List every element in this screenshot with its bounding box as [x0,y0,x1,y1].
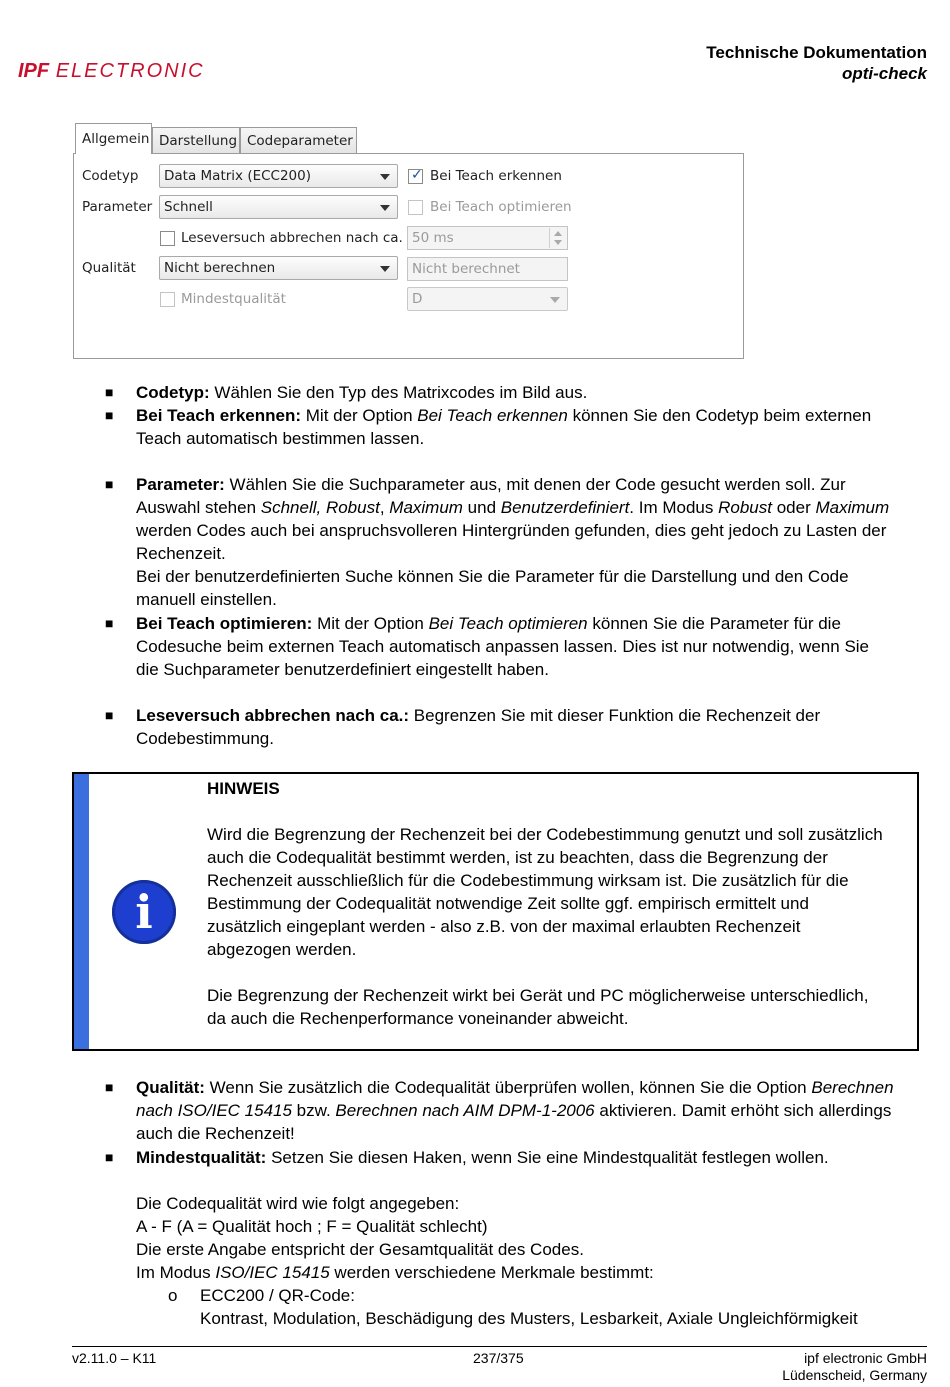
abort-timeout-spinner[interactable]: 50 ms [407,226,568,250]
company-logo: IPF ELECTRONIC [18,60,205,82]
tab-panel-allgemein [73,153,744,359]
note-accent-bar [74,774,89,1049]
quality-select[interactable]: Nicht berechnen [159,256,398,280]
footer-page: 237/375 [473,1350,524,1366]
bullet-codetyp: Codetyp: Wählen Sie den Typ des Matrixcodes im Bild aus. [136,383,588,402]
bullet-marker: ■ [105,476,114,492]
bullet-marker: ■ [105,1079,114,1095]
abort-label: Leseversuch abbrechen nach ca. [181,230,403,246]
tab-darstellung[interactable]: Darstellung [152,127,240,153]
sub-bullet-marker: o [168,1286,178,1305]
quality-description: Die Codequalität wird wie folgt angegeben: A - F (A = Qualität hoch ; F = Qualität schlecht) Die erste Angabe entspricht der Gesamtqualität des Codes. Im Modus ISO/IEC 15415 werden verschiedene Merkmale bestimmt: [136,1194,654,1283]
tab-allgemein[interactable]: Allgemein [75,123,152,154]
doc-subtitle: opti-check [841,64,927,83]
note-title: HINWEIS [207,779,280,798]
bullet-marker: ■ [105,707,114,723]
teach-detect-label: Bei Teach erkennen [430,168,562,184]
footer-company: ipf electronic GmbH Lüdenscheid, Germany [782,1350,927,1383]
chevron-down-icon [380,205,390,211]
min-quality-select[interactable]: D [407,287,568,311]
abort-checkbox[interactable] [160,231,175,246]
bullet-parameter: Parameter: Wählen Sie die Suchparameter aus, mit denen der Code gesucht werden soll. Zur Auswahl stehen Schnell, Robust, Maximum und Benutzerdefiniert. Im Modus Robust oder Maximum werden Codes auch bei anspruchsvolleren Hintergründen gefunden, dies geht jedoch zu Lasten der Rechenzeit. Bei der benutzerdefinierten Suche können Sie die Parameter für die Darstellung und den Code manuell einstellen. [136,475,890,610]
min-quality-label: Mindestqualität [181,291,286,307]
checkmark-icon: ✓ [411,167,423,183]
chevron-down-icon [550,297,560,303]
settings-dialog [73,123,744,359]
chevron-down-icon [380,266,390,272]
doc-title: Technische Dokumentation [706,43,927,62]
codetyp-label: Codetyp [82,168,139,184]
parameter-label: Parameter [82,199,153,215]
sub-bullet-ecc200: ECC200 / QR-Code: Kontrast, Modulation, Beschädigung des Musters, Lesbarkeit, Axiale Ungleichförmigkeit [200,1286,858,1329]
quality-result-field: Nicht berechnet [407,257,568,281]
quality-label: Qualität [82,260,136,276]
bullet-min-quality: Mindestqualität: Setzen Sie diesen Haken, wenn Sie eine Mindestqualität festlegen wollen. [136,1148,829,1167]
bullet-marker: ■ [105,384,114,400]
note-body-2: Die Begrenzung der Rechenzeit wirkt bei Gerät und PC möglicherweise unterschiedlich, da auch die Rechenperformance voneinander abweicht. [207,986,869,1029]
parameter-select[interactable]: Schnell [159,195,398,219]
footer-version: v2.11.0 – K11 [72,1350,157,1366]
bullet-marker: ■ [105,615,114,631]
bullet-quality: Qualität: Wenn Sie zusätzlich die Codequalität überprüfen wollen, können Sie die Option Berechnen nach ISO/IEC 15415 bzw. Berechnen nach AIM DPM-1-2006 aktivieren. Damit erhöht sich allerdings auch die Rechenzeit! [136,1078,894,1144]
info-icon: i [112,880,176,944]
teach-optimize-label: Bei Teach optimieren [430,199,572,215]
bullet-marker: ■ [105,407,114,423]
chevron-down-icon [380,174,390,180]
tab-codeparameter[interactable]: Codeparameter [240,127,357,153]
spinner-arrows-icon [549,228,566,248]
note-box [72,772,919,1051]
bullet-abort: Leseversuch abbrechen nach ca.: Begrenzen Sie mit dieser Funktion die Rechenzeit der Codebestimmung. [136,706,821,749]
footer-rule [72,1346,927,1347]
teach-detect-checkbox[interactable] [408,169,423,184]
bullet-marker: ■ [105,1149,114,1165]
bullet-teach-detect: Bei Teach erkennen: Mit der Option Bei Teach erkennen können Sie den Codetyp beim externen Teach automatisch bestimmen lassen. [136,406,872,449]
min-quality-checkbox[interactable] [160,292,175,307]
codetyp-select[interactable]: Data Matrix (ECC200) [159,164,398,188]
teach-optimize-checkbox[interactable] [408,200,423,215]
bullet-teach-optimize: Bei Teach optimieren: Mit der Option Bei Teach optimieren können Sie die Parameter für die Codesuche beim externen Teach automatisch anpassen lassen. Dies ist nur notwendig, wenn Sie die Suchparameter benutzerdefiniert eingestellt haben. [136,614,870,680]
note-body-1: Wird die Begrenzung der Rechenzeit bei der Codebestimmung genutzt und soll zusätzlich auch die Codequalität bestimmt werden, ist zu beachten, dass die Begrenzung der Rechenzeit ausschließlich für die Codebestimmung wirksam ist. Die zusätzlich für die Bestimmung der Codequalität notwendige Zeit sollte ggf. empirisch ermittelt und zusätzlich eingeplant werden - also z.B. von der maximal erlaubten Rechenzeit abgezogen werden. [207,825,883,960]
